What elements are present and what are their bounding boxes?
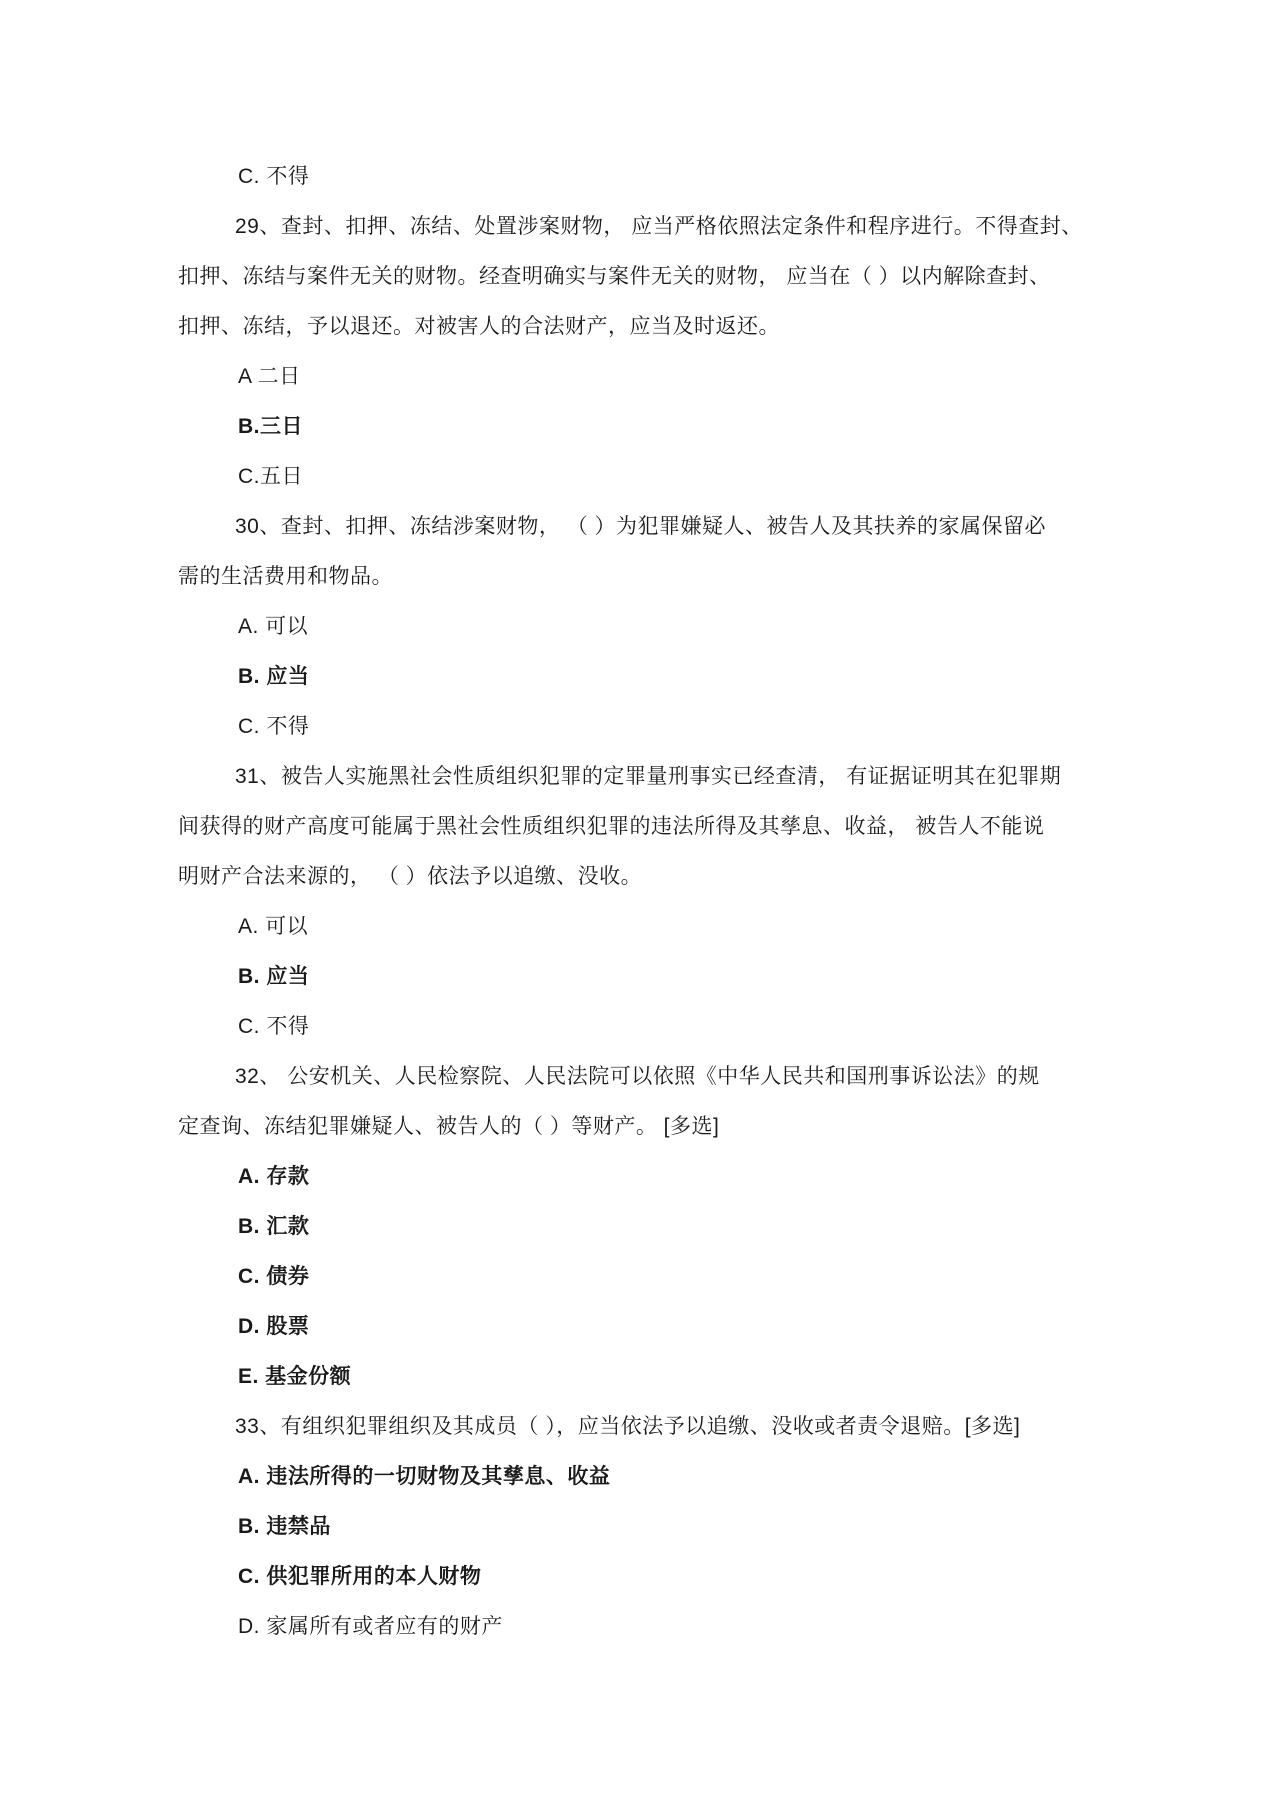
answer-option: D. 家属所有或者应有的财产	[238, 1615, 503, 1638]
answer-option: B. 汇款	[238, 1215, 310, 1238]
question-text-continuation: 需的生活费用和物品。	[178, 565, 393, 588]
question-text-line: 33、有组织犯罪组织及其成员（ ），应当依法予以追缴、没收或者责令退赔。[多选]	[235, 1415, 1021, 1438]
answer-option: C. 供犯罪所用的本人财物	[238, 1565, 482, 1588]
answer-option: C. 不得	[238, 715, 310, 738]
answer-option: B. 违禁品	[238, 1515, 331, 1538]
answer-option: B. 应当	[238, 965, 310, 988]
question-text-continuation: 定查询、冻结犯罪嫌疑人、被告人的（ ）等财产。 [多选]	[178, 1115, 720, 1138]
answer-option: C. 不得	[238, 1015, 310, 1038]
question-text-continuation: 明财产合法来源的， （ ）依法予以追缴、没收。	[178, 865, 643, 888]
question-text-continuation: 扣押、冻结与案件无关的财物。经查明确实与案件无关的财物， 应当在（ ）以内解除查封、	[178, 265, 1051, 288]
question-text-continuation: 间获得的财产高度可能属于黑社会性质组织犯罪的违法所得及其孳息、收益， 被告人不能说	[178, 815, 1045, 838]
answer-option: B.三日	[238, 415, 303, 438]
question-text-line: 30、查封、扣押、冻结涉案财物， （ ）为犯罪嫌疑人、被告人及其扶养的家属保留必	[235, 515, 1047, 538]
answer-option: A. 可以	[238, 615, 309, 638]
question-text-line: 32、 公安机关、人民检察院、人民法院可以依照《中华人民共和国刑事诉讼法》的规	[235, 1065, 1040, 1088]
answer-option: A. 可以	[238, 915, 309, 938]
answer-option: C.五日	[238, 465, 303, 488]
question-text-line: 29、查封、扣押、冻结、处置涉案财物， 应当严格依照法定条件和程序进行。不得查封、	[235, 215, 1083, 238]
answer-option: E. 基金份额	[238, 1365, 352, 1388]
question-text-continuation: 扣押、冻结，予以退还。对被害人的合法财产，应当及时返还。	[178, 315, 780, 338]
answer-option: C. 债券	[238, 1265, 310, 1288]
answer-option: A. 违法所得的一切财物及其孳息、收益	[238, 1465, 611, 1488]
question-text-line: 31、被告人实施黑社会性质组织犯罪的定罪量刑事实已经查清， 有证据证明其在犯罪期	[235, 765, 1062, 788]
answer-option: D. 股票	[238, 1315, 310, 1338]
document-content	[178, 152, 1115, 1652]
answer-option: B. 应当	[238, 665, 310, 688]
answer-option: A 二日	[238, 365, 301, 388]
answer-option: A. 存款	[238, 1165, 310, 1188]
answer-option: C. 不得	[238, 165, 310, 188]
